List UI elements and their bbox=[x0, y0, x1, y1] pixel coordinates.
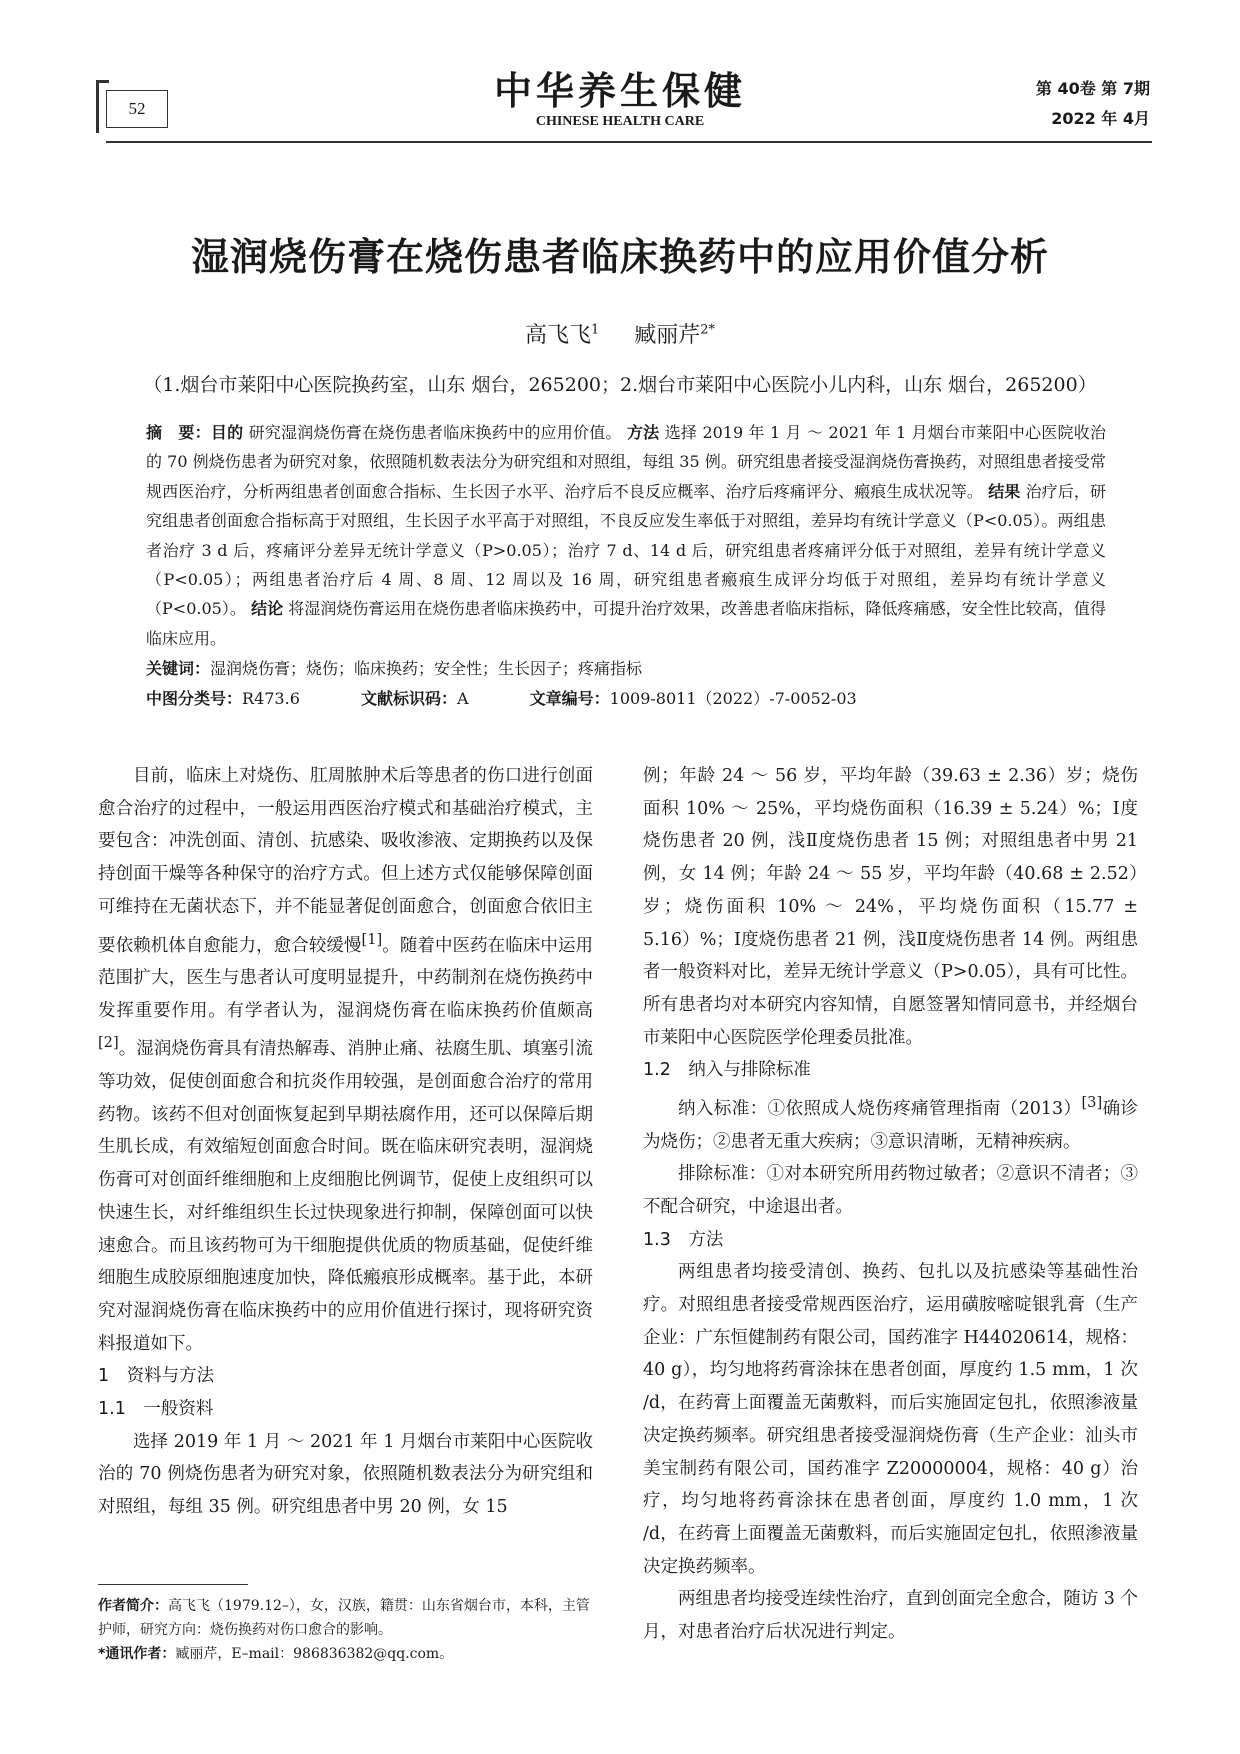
section-1-2-heading: 1.2 纳入与排除标准 bbox=[643, 1060, 811, 1081]
clc-label: 中图分类号： bbox=[146, 689, 243, 708]
body-column-left bbox=[98, 760, 593, 1524]
clc-code: R473.6 bbox=[242, 689, 300, 708]
doc-label: 文献标识码： bbox=[360, 689, 457, 708]
abstract-label: 摘 要： bbox=[146, 423, 211, 442]
section-1-1-heading: 1.1 一般资料 bbox=[98, 1399, 214, 1420]
author-1-sup: 1 bbox=[590, 322, 600, 338]
method-paragraph-1: 两组患者均接受清创、换药、包扎以及抗感染等基础性治疗。对照组患者接受常规西医治疗，运用磺胺嘧啶银乳膏（生产企业：广东恒健制药有限公司，国药准字 H44020614，规格：40 g），均匀地将药膏涂抹在患者创面，厚度约 1.5 mm，1 次 /d，在药膏上面覆盖无菌敷料，而后实施固定包扎，依照渗液量决定换药频率。研究组患者接受湿润烧伤膏（生产企业：汕头市美宝制药有限公司，国药准字 Z20000004，规格：40 g）治疗，均匀地将药膏涂抹在患者创面，厚度约 1.0 mm，1 次 /d，在药膏上面覆盖无菌敷料，而后实施固定包扎，依照渗液量决定换药频率。 bbox=[643, 1262, 1138, 1577]
body-column-right bbox=[643, 760, 1138, 1649]
section-1-3-heading: 1.3 方法 bbox=[643, 1229, 724, 1250]
inclusion-text-1: 纳入标准：①依照成人烧伤疼痛管理指南（2013） bbox=[678, 1098, 1082, 1119]
keywords-label: 关键词： bbox=[146, 659, 211, 678]
corresponding-label: *通讯作者： bbox=[98, 1646, 176, 1662]
article-id-label: 文章编号： bbox=[529, 689, 610, 708]
authors bbox=[300, 318, 940, 349]
abstract-result-label: 结果 bbox=[988, 481, 1021, 501]
general-data-paragraph: 选择 2019 年 1 月 ～ 2021 年 1 月烟台市莱阳中心医院收治的 70 例烧伤患者为研究对象，依照随机数表法分为研究组和对照组，每组 35 例。研究组患者中男 20 例，女 15 bbox=[98, 1431, 593, 1518]
corresponding-author bbox=[98, 1642, 598, 1666]
ref-2: [2] bbox=[98, 1034, 119, 1052]
abstract-conclusion-label: 结论 bbox=[251, 599, 284, 619]
author-bio bbox=[98, 1594, 598, 1642]
article-title: 湿润烧伤膏在烧伤患者临床换药中的应用价值分析 bbox=[190, 235, 1049, 279]
keywords: 湿润烧伤膏；烧伤；临床换药；安全性；生长因子；疼痛指标 bbox=[210, 659, 643, 678]
footnote bbox=[98, 1594, 598, 1666]
journal-title-cn: 中华养生保健 bbox=[493, 69, 746, 113]
issue-date: 2022 年 4月 bbox=[1051, 109, 1150, 128]
classification-line bbox=[146, 686, 1106, 709]
volume-issue: 第 40卷 第 7期 bbox=[1035, 79, 1150, 98]
intro-paragraph bbox=[98, 760, 593, 1360]
abstract-objective: 研究湿润烧伤膏在烧伤患者临床换药中的应用价值。 bbox=[248, 423, 622, 442]
affiliation: （1.烟台市莱阳中心医院换药室，山东 烟台，265200；2.烟台市莱阳中心医院小儿内科，山东 烟台，265200） bbox=[143, 374, 1097, 396]
intro-text-2: 。随着中医药在临床中运用范围扩大，医生与患者认可度明显提升，中药制剂在烧伤换药中发挥重要作用。有学者认为，湿润烧伤膏在临床换药价值颇高 bbox=[98, 935, 594, 1021]
abstract-result: 治疗后，研究组患者创面愈合指标高于对照组，生长因子水平高于对照组，不良反应发生率低于对照组，差异均有统计学意义（P<0.05）。两组患者治疗 3 d 后，疼痛评分差异无统计学意义（P>0.05）；治疗 7 d、14 d 后，研究组患者疼痛评分低于对照组，差异有统计学意义（P<0.05）；两组患者治疗后 4 周、8 周、12 周以及 16 周，研究组患者瘢痕生成评分均低于对照组，差异均有统计学意义（P<0.05）。 bbox=[146, 481, 1106, 619]
corresponding-text: 臧丽芹，E–mail：986836382@qq.com。 bbox=[175, 1646, 454, 1662]
inclusion-text-2: 确诊为烧伤；②患者无重大疾病；③意识清晰，无精神疾病。 bbox=[643, 1098, 1138, 1152]
journal-title-en: CHINESE HEALTH CARE bbox=[535, 114, 705, 129]
author-bio-text: 高飞飞（1979.12–），女，汉族，籍贯：山东省烟台市，本科，主管护师，研究方向：烧伤换药对伤口愈合的影响。 bbox=[98, 1598, 590, 1638]
inclusion-criteria bbox=[643, 1087, 1138, 1158]
intro-text-1: 目前，临床上对烧伤、肛周脓肿术后等患者的伤口进行创面愈合治疗的过程中，一般运用西医治疗模式和基础治疗模式，主要包含：冲洗创面、清创、抗感染、吸收渗液、定期换药以及保持创面干燥等各种保守的治疗方式。但上述方式仅能够保障创面可维持在无菌状态下，并不能显著促创面愈合，创面愈合依旧主要依赖机体自愈能力，愈合较缓慢 bbox=[98, 766, 593, 956]
author-1: 高飞飞 bbox=[524, 323, 591, 348]
header-rule bbox=[106, 141, 1152, 143]
exclusion-criteria: 排除标准：①对本研究所用药物过敏者；②意识不清者；③不配合研究，中途退出者。 bbox=[643, 1164, 1138, 1217]
section-1-heading: 1 资料与方法 bbox=[98, 1366, 215, 1387]
ref-1: [1] bbox=[361, 930, 383, 948]
article-id: 1009-8011（2022）-7-0052-03 bbox=[609, 689, 857, 708]
doc-code: A bbox=[456, 689, 469, 708]
issue-info bbox=[1020, 74, 1150, 134]
abstract bbox=[146, 418, 1106, 653]
author-2: 臧丽芹 bbox=[634, 323, 701, 348]
author-bio-label: 作者简介： bbox=[98, 1598, 168, 1614]
abstract-objective-label: 目的 bbox=[210, 423, 244, 442]
general-data-continued: 例；年龄 24 ～ 56 岁，平均年龄（39.63 ± 2.36）岁；烧伤面积 10% ～ 25%，平均烧伤面积（16.39 ± 5.24）%；Ⅰ度烧伤患者 20 例，浅Ⅱ度烧伤患者 15 例；对照组患者中男 21 例，女 14 例；年龄 24 ～ 55 岁，平均年龄（40.68 ± 2.52）岁；烧伤面积 10% ～ 24%，平均烧伤面积（15.77 ± 5.16）%；Ⅰ度烧伤患者 21 例，浅Ⅱ度烧伤患者 14 例。两组患者一般资料对比，差异无统计学意义（P>0.05），具有可比性。所有患者均对本研究内容知情，自愿签署知情同意书，并经烟台市莱阳中心医院医学伦理委员批准。 bbox=[643, 766, 1138, 1048]
abstract-method-label: 方法 bbox=[626, 423, 660, 442]
abstract-method: 选择 2019 年 1 月 ～ 2021 年 1 月烟台市莱阳中心医院收治的 70 例烧伤患者为研究对象，依照随机数表法分为研究组和对照组，每组 35 例。研究组患者接受湿润烧伤膏换药，对照组患者接受常规西医治疗，分析两组患者创面愈合指标、生长因子水平、治疗后不良反应概率、治疗后疼痛评分、瘢痕生成状况等。 bbox=[146, 423, 1106, 501]
footnote-rule bbox=[98, 1584, 248, 1585]
author-2-sup: 2* bbox=[700, 322, 716, 338]
intro-text-3: 。湿润烧伤膏具有清热解毒、消肿止痛、祛腐生肌、填塞引流等功效，促使创面愈合和抗炎作用较强，是创面愈合治疗的常用药物。该药不但对创面恢复起到早期祛腐作用，还可以保障后期生肌长成，有效缩短创面愈合时间。既在临床研究表明，湿润烧伤膏可对创面纤维细胞和上皮细胞比例调节，促使上皮组织可以快速生长，对纤维组织生长过快现象进行抑制，保障创面可以快速愈合。而且该药物可为干细胞提供优质的物质基础，促使纤维细胞生成胶原细胞速度加快，降低瘢痕形成概率。基于此，本研究对湿润烧伤膏在临床换药中的应用价值进行探讨，现将研究资料报道如下。 bbox=[98, 1039, 593, 1354]
ref-3: [3] bbox=[1081, 1094, 1103, 1112]
keywords-line bbox=[146, 656, 1106, 679]
page-number: 52 bbox=[106, 90, 168, 128]
abstract-conclusion: 将湿润烧伤膏运用在烧伤患者临床换药中，可提升治疗效果，改善患者临床指标，降低疼痛感，安全性比较高，值得临床应用。 bbox=[146, 599, 1106, 648]
method-paragraph-2: 两组患者均接受连续性治疗，直到创面完全愈合，随访 3 个月，对患者治疗后状况进行判定。 bbox=[643, 1589, 1138, 1643]
